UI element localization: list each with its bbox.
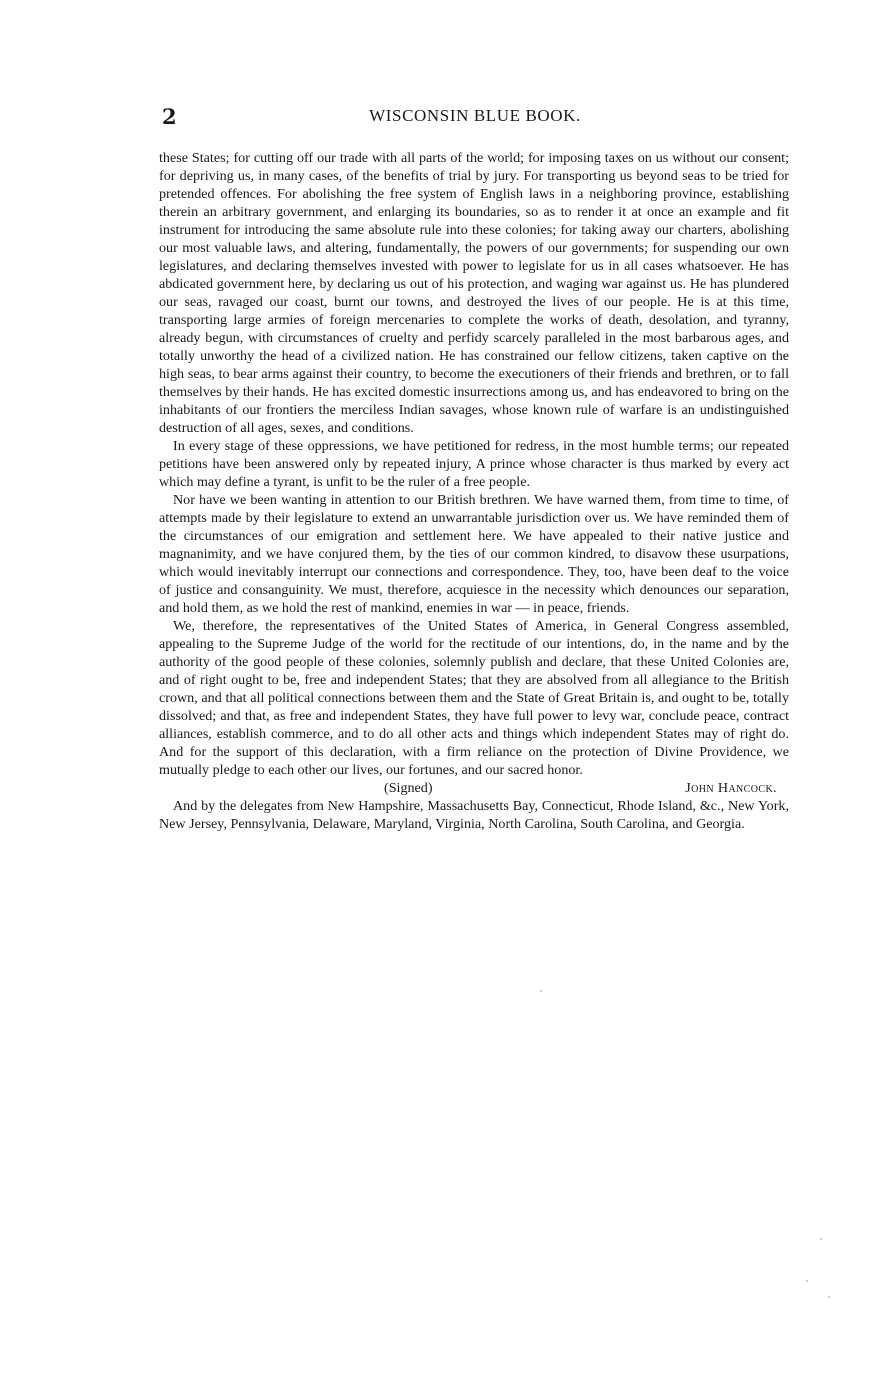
signer-name: John Hancock. — [685, 780, 777, 796]
signed-label: (Signed) — [384, 780, 433, 796]
running-head: WISCONSIN BLUE BOOK. — [369, 106, 581, 125]
scan-speck — [820, 1238, 822, 1240]
paragraph-declaration: We, therefore, the representatives of the United States of America, in General Congress assembled, appealing to the Supreme Judge of the world for the rectitude of our intentions, do, in the name and by the authority of the good people of these colonies, solemnly publish and declare, that these United Colonies are, and of right ought to be, free and independent States; that they are absolved from all allegiance to the British crown, and that all political connections between them and the State of Great Britain is, and ought to be, totally dissolved; and that, as free and independent States, they have full power to levy war, conclude peace, contract alliances, establish commerce, and to do all other acts and things which independent States may of right do. And for the support of this declaration, with a firm reliance on the protection of Divine Providence, we mutually pledge to each other our lives, our fortunes, and our sacred honor. — [159, 618, 789, 778]
declaration-text — [159, 149, 789, 833]
paragraph-petitions: In every stage of these oppressions, we have petitioned for redress, in the most humble terms; our repeated petitions have been answered only by repeated injury, A prince whose character is thus marked by every act which may define a tyrant, is unfit to be the ruler of a free people. — [159, 438, 789, 490]
page-number: 2 — [162, 104, 177, 129]
scan-speck — [806, 1280, 808, 1282]
paragraph-grievances: these States; for cutting off our trade with all parts of the world; for imposing taxes on us without our consent; for depriving us, in many cases, of the benefits of trial by jury. For transporting us beyond seas to be tried for pretended offences. For abolishing the free system of English laws in a neighboring province, establishing therein an arbitrary government, and enlarging its boundaries, so as to render it at once an example and fit instrument for introducing the same absolute rule into these colonies; for taking away our charters, abolishing our most valuable laws, and altering, fundamentally, the powers of our governments; for suspending our own legislatures, and declaring themselves invested with power to legislate for us in all cases whatsoever. He has abdicated government here, by declaring us out of his protection, and waging war against us. He has plundered our seas, ravaged our coast, burnt our towns, and destroyed the lives of our people. He is at this time, transporting large armies of foreign mercenaries to complete the works of death, desolation, and tyranny, already begun, with circumstances of cruelty and perfidy scarcely paralleled in the most barbarous ages, and totally unworthy the head of a civilized nation. He has constrained our fellow citizens, taken captive on the high seas, to bear arms against their country, to become the executioners of their friends and brethren, or to fall themselves by their hands. He has excited domestic insurrections among us, and has endeavored to bring on the inhabitants of our frontiers the merciless Indian savages, whose known rule of warfare is an undistinguished destruction of all ages, sexes, and conditions. — [159, 150, 789, 436]
signature-line — [159, 779, 789, 797]
scan-speck — [828, 1296, 830, 1298]
paragraph-british-brethren: Nor have we been wanting in attention to our British brethren. We have warned them, from time to time, of attempts made by their legislature to extend an unwarrantable jurisdiction over us. We have reminded them of the circumstances of our emigration and settlement here. We have appealed to their native justice and magnanimity, and we have conjured them, by the ties of our common kindred, to disavow these usurpations, which would inevitably interrupt our connections and correspondence. They, too, have been deaf to the voice of justice and consanguinity. We must, therefore, acquiesce in the necessity which denounces our separation, and hold them, as we hold the rest of mankind, enemies in war — in peace, friends. — [159, 492, 789, 616]
paragraph-delegates: And by the delegates from New Hampshire, Massachusetts Bay, Connecticut, Rhode Island, &c., New York, New Jersey, Pennsylvania, Delaware, Maryland, Virginia, North Carolina, South Carolina, and Georgia. — [159, 798, 789, 832]
scan-speck — [540, 990, 542, 992]
page-header — [160, 104, 790, 134]
